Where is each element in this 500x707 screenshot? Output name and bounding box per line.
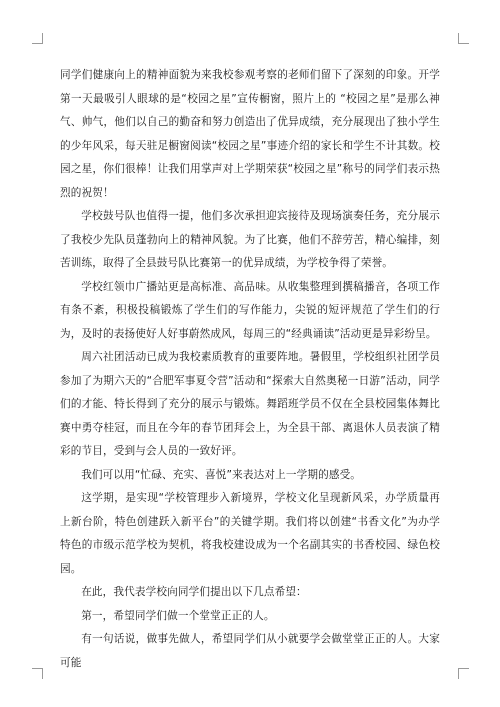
paragraph: 周六社团活动已成为我校素质教育的重要阵地。暑假里，学校组织社团学员参加了为期六天的“合肥军事夏令营”活动和“探索大自然奥秘一日游”活动，同学们的才能、特长得到了充分的展示与锻炼。舞蹈班学员不仅在全县校园集体舞比赛中勇夺桂冠，而且在今年的春节团拜会上，为全县干部、离退休人员表演了精彩的节目，受到与会人员的一致好评。 bbox=[60, 351, 440, 457]
crop-mark-bottom-left bbox=[32, 668, 43, 679]
paragraph: 学校鼓号队也值得一提，他们多次承担迎宾接待及现场演奏任务，充分展示了我校少先队员蓬勃向上的精神风貌。为了比赛，他们不辞劳苦，精心编排，刻苦训练，取得了全县鼓号队比赛第一的优异成绩，为学校争得了荣誉。 bbox=[60, 210, 440, 269]
paragraph: 这学期，是实现“学校管理步入新境界，学校文化呈现新风采，办学质量再上新台阶，特色创建跃入新平台”的关键学期。我们将以创建“书香文化”为办学特色的市级示范学校为契机，将我校建设成为一个名副其实的书香校园、绿色校园。 bbox=[60, 492, 440, 575]
crop-mark-bottom-right bbox=[458, 668, 469, 679]
paragraph: 我们可以用“忙碌、充实、喜悦”来表达对上一学期的感受。 bbox=[81, 468, 362, 481]
document-body bbox=[60, 64, 440, 675]
crop-mark-top-right bbox=[458, 33, 469, 44]
paragraph: 学校红领巾广播站更是高标准、高品味。从收集整理到撰稿播音，各项工作有条不紊，积极投稿锻炼了学生们的写作能力，尖锐的短评规范了学生们的行为，及时的表扬使好人好事蔚然成风，每周三的“经典诵读”活动更是异彩纷呈。 bbox=[60, 280, 440, 340]
paragraph: 有一句话说，做事先做人，希望同学们从小就要学会做堂堂正正的人。大家可能 bbox=[60, 633, 440, 669]
paragraph: 第一，希望同学们做一个堂堂正正的人。 bbox=[81, 609, 275, 622]
paragraph: 在此，我代表学校向同学们提出以下几点希望： bbox=[81, 586, 307, 598]
crop-mark-top-left bbox=[32, 33, 43, 44]
paragraph: 同学们健康向上的精神面貌为来我校参观考察的老师们留下了深刻的印象。开学第一天最吸引人眼球的是“校园之星”宣传橱窗，照片上的 “校园之星”是那么神气、帅气，他们以自己的勤奋和努力创造出了优异成绩，充分展现出了独小学生的少年风采，每天驻足橱窗阅读“校园之星”事迹介绍的家长和学生不计其数。校园之星，你们很棒！让我们用掌声对上学期荣获“校园之星”称号的同学们表示热烈的祝贺！ bbox=[60, 69, 440, 199]
